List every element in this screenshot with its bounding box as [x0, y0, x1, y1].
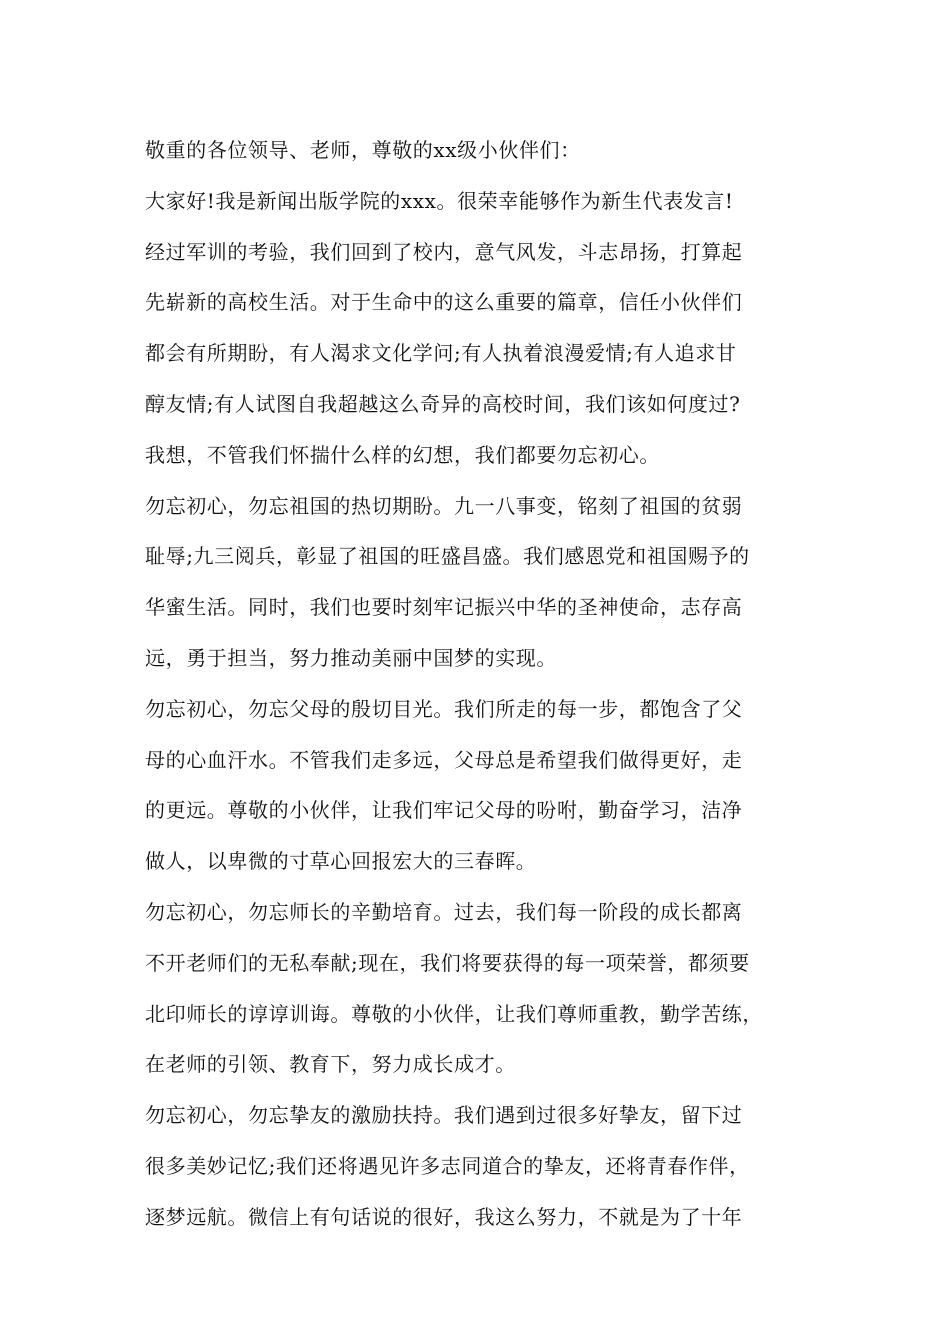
text-line: 逐梦远航。微信上有句话说的很好，我这么努力，不就是为了十年: [145, 1204, 743, 1229]
text-line: 北印师长的谆谆训诲。尊敬的小伙伴，让我们尊师重教，勤学苦练，: [145, 1001, 763, 1026]
text-line: 华蜜生活。同时，我们也要时刻牢记振兴中华的圣神使命，志存高: [145, 595, 743, 620]
text-line: 很多美妙记忆;我们还将遇见许多志同道合的挚友，还将青春作伴，: [145, 1153, 750, 1178]
text-line: 远，勇于担当，努力推动美丽中国梦的实现。: [145, 645, 557, 670]
text-line: 我想，不管我们怀揣什么样的幻想，我们都要勿忘初心。: [145, 442, 660, 467]
text-line: 醇友情;有人试图自我超越这么奇异的高校时间，我们该如何度过?: [145, 391, 741, 416]
text-line: 勿忘初心，勿忘祖国的热切期盼。九一八事变，铭刻了祖国的贫弱: [145, 493, 743, 518]
text-line: 不开老师们的无私奉献;现在，我们将要获得的每一项荣誉，都须要: [145, 950, 750, 975]
text-line: 做人，以卑微的寸草心回报宏大的三春晖。: [145, 849, 537, 874]
text-line: 母的心血汗水。不管我们走多远，父母总是希望我们做得更好，走: [145, 747, 743, 772]
text-line: 经过军训的考验，我们回到了校内，意气风发，斗志昂扬，打算起: [145, 239, 743, 264]
text-line: 在老师的引领、教育下，努力成长成才。: [145, 1052, 516, 1077]
text-line: 大家好!我是新闻出版学院的xxx。很荣幸能够作为新生代表发言!: [145, 188, 734, 213]
text-line: 耻辱;九三阅兵，彰显了祖国的旺盛昌盛。我们感恩党和祖国赐予的: [145, 544, 750, 569]
text-line: 都会有所期盼，有人渴求文化学问;有人执着浪漫爱情;有人追求甘: [145, 341, 737, 366]
text-line: 敬重的各位领导、老师，尊敬的xx级小伙伴们：: [145, 138, 581, 162]
text-line: 勿忘初心，勿忘父母的殷切目光。我们所走的每一步，都饱含了父: [145, 696, 743, 721]
document-body: [145, 130, 825, 1248]
text-line: 的更远。尊敬的小伙伴，让我们牢记父母的吩咐，勤奋学习，洁净: [145, 798, 743, 823]
text-line: 先崭新的高校生活。对于生命中的这么重要的篇章，信任小伙伴们: [145, 290, 743, 315]
text-line: 勿忘初心，勿忘挚友的激励扶持。我们遇到过很多好挚友，留下过: [145, 1103, 743, 1128]
text-line: 勿忘初心，勿忘师长的辛勤培育。过去，我们每一阶段的成长都离: [145, 899, 743, 924]
